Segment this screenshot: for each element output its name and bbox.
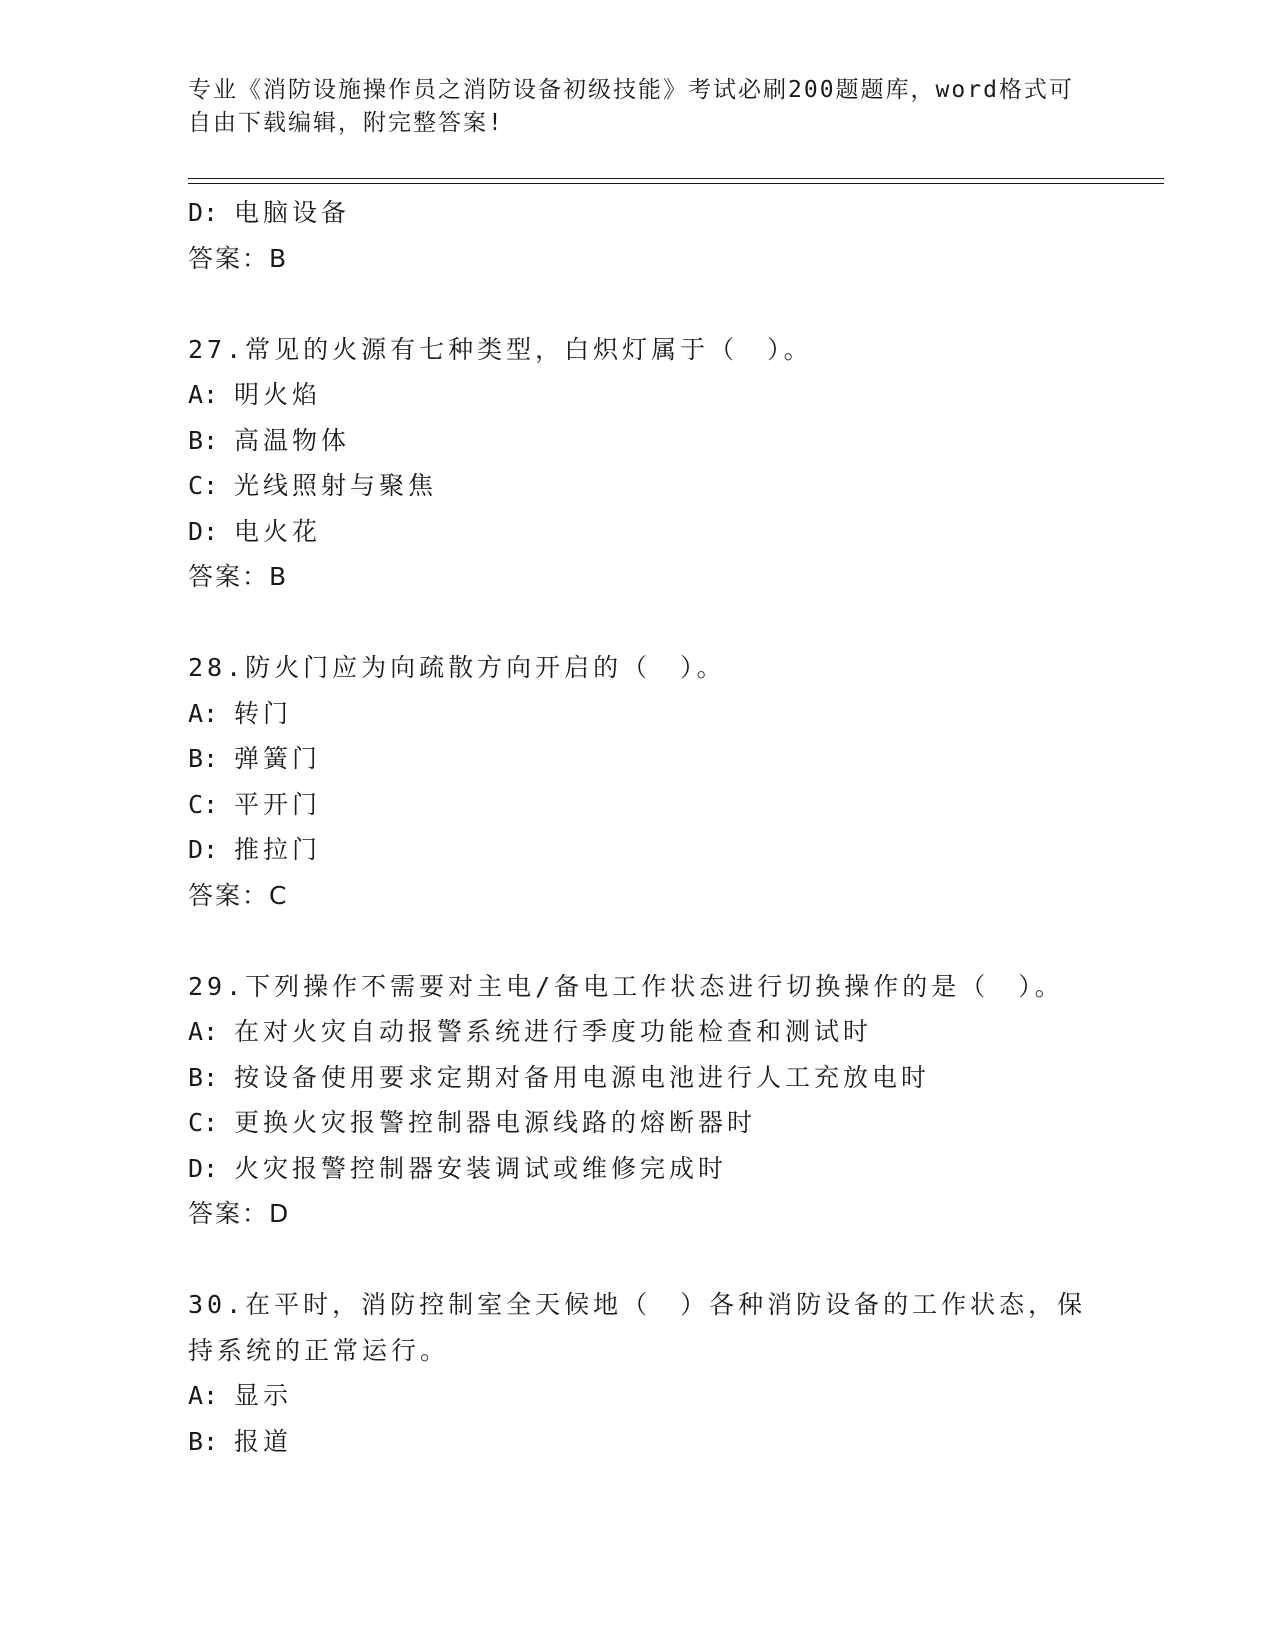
option-key: D: [188, 1153, 219, 1183]
option-text: 电火花 [234, 516, 322, 546]
option-a [188, 1009, 1088, 1055]
option-key: D: [188, 516, 219, 546]
question-stem: 27.常见的火源有七种类型，白炽灯属于（ ）。 [188, 334, 813, 364]
header-rule-bottom [188, 183, 1164, 184]
option-key: A: [188, 1017, 219, 1046]
spacer [188, 281, 1088, 327]
answer-line: 答案：D [188, 1199, 291, 1228]
option-text: 高温物体 [234, 425, 351, 455]
option-d [188, 190, 1088, 236]
option-b [188, 1055, 1088, 1101]
option-text: 电脑设备 [234, 198, 351, 227]
option-key: B: [188, 1426, 219, 1456]
question-stem: 28.防火门应为向疏散方向开启的（ ）。 [188, 653, 726, 682]
option-text: 火灾报警控制器安装调试或维修完成时 [234, 1153, 728, 1183]
option-key: A: [188, 698, 219, 728]
option-text: 显示 [234, 1381, 293, 1410]
question-stem: 29.下列操作不需要对主电/备电工作状态进行切换操作的是（ ）。 [188, 971, 1064, 1001]
option-b [188, 736, 1088, 782]
option-a [188, 691, 1088, 737]
option-a [188, 1373, 1088, 1419]
option-text: 报道 [234, 1426, 293, 1456]
question-stem: 30.在平时，消防控制室全天候地（ ）各种消防设备的工作状态，保持系统的正常运行。 [188, 1290, 1087, 1365]
option-text: 转门 [234, 698, 293, 728]
option-d [188, 509, 1088, 555]
document-header: 专业《消防设施操作员之消防设备初级技能》考试必刷200题题库，word格式可自由下载编辑，附完整答案! [188, 77, 1074, 136]
option-key: C: [188, 1108, 219, 1137]
option-key: D: [188, 198, 219, 227]
option-b [188, 418, 1088, 464]
spacer [188, 918, 1088, 964]
option-a [188, 372, 1088, 418]
option-text: 弹簧门 [234, 744, 322, 773]
option-key: A: [188, 1381, 219, 1410]
option-key: C: [188, 471, 219, 500]
answer-line: 答案：C [188, 880, 289, 910]
option-text: 更换火灾报警控制器电源线路的熔断器时 [234, 1108, 757, 1137]
option-key: A: [188, 380, 219, 409]
answer-line: 答案：B [188, 243, 289, 273]
header-rule-top [188, 178, 1164, 179]
option-text: 按设备使用要求定期对备用电源电池进行人工充放电时 [234, 1062, 931, 1092]
option-c [188, 463, 1088, 509]
question-list [188, 190, 1088, 1464]
option-d [188, 827, 1088, 873]
option-text: 平开门 [234, 789, 322, 819]
option-c [188, 1100, 1088, 1146]
option-text: 在对火灾自动报警系统进行季度功能检查和测试时 [234, 1017, 873, 1046]
option-b [188, 1419, 1088, 1465]
option-key: D: [188, 835, 219, 864]
option-text: 推拉门 [234, 835, 322, 864]
spacer [188, 600, 1088, 646]
option-key: B: [188, 1062, 219, 1092]
option-key: C: [188, 789, 219, 819]
answer-line: 答案：B [188, 562, 289, 591]
spacer [188, 1237, 1088, 1283]
option-key: B: [188, 744, 219, 773]
option-d [188, 1146, 1088, 1192]
option-text: 明火焰 [234, 380, 322, 409]
option-c [188, 782, 1088, 828]
option-key: B: [188, 425, 219, 455]
option-text: 光线照射与聚焦 [234, 471, 438, 500]
